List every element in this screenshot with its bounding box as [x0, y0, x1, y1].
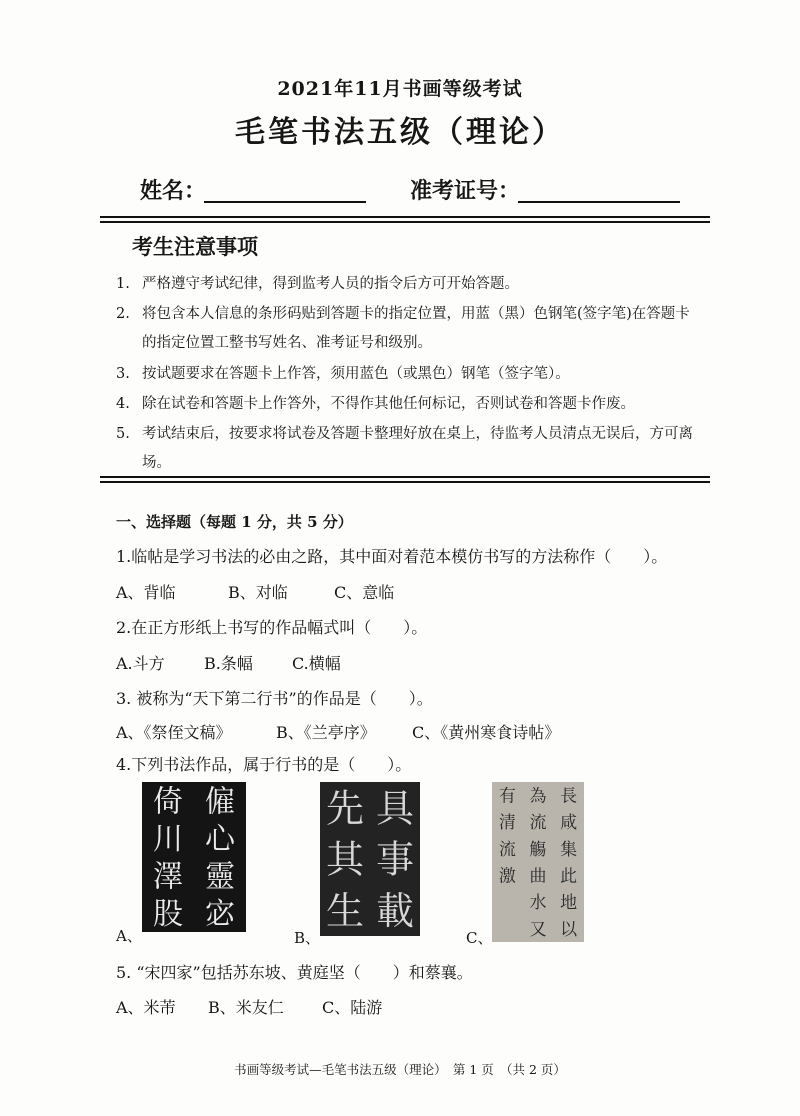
rubbing-character: 以 — [560, 919, 578, 940]
option: B、《兰亭序》 — [276, 723, 376, 742]
rubbing-character: 又 — [529, 919, 547, 940]
option: B、对临 — [228, 583, 288, 602]
rubbing-character: 為 — [529, 786, 547, 807]
option: C、《黄州寒食诗帖》 — [412, 723, 561, 742]
subject-title: 毛笔书法五级（理论） — [235, 115, 565, 150]
rubbing-character: 其 — [325, 837, 365, 882]
option: B.条幅 — [204, 654, 253, 673]
exam-title: 2021年11月书画等级考试 — [277, 78, 523, 100]
rubbing-character: 咸 — [560, 813, 578, 834]
rubbing-character: 有 — [498, 786, 516, 807]
notice-item-number: 2. — [116, 306, 130, 322]
question-stem: 1.临帖是学习书法的必由之路，其中面对着范本模仿书写的方法称作（ ）。 — [116, 547, 668, 566]
option-label: A、 — [116, 927, 142, 945]
seal-script-rubbing-image — [142, 782, 246, 932]
section-title: 一、选择题（每题 1 分，共 5 分） — [116, 513, 353, 531]
name-label: 姓名： — [140, 178, 207, 204]
option: A、米芾 — [116, 998, 176, 1017]
rubbing-character: 流 — [498, 839, 516, 860]
page-footer: 书画等级考试—毛笔书法五级（理论） 第 1 页 （共 2 页） — [234, 1062, 566, 1077]
rubbing-character: 宓 — [205, 897, 235, 932]
rubbing-character: 長 — [560, 786, 578, 807]
rubbing-character: 集 — [560, 839, 578, 860]
rubbing-character: 事 — [375, 837, 415, 882]
id-blank[interactable] — [518, 201, 680, 203]
rubbing-character: 地 — [560, 893, 578, 914]
notice-item-text: 除在试卷和答题卡上作答外，不得作其他任何标记，否则试卷和答题卡作废。 — [142, 396, 635, 412]
notice-item-number: 4. — [116, 396, 130, 412]
rubbing-character: 心 — [205, 822, 235, 858]
running-script-rubbing-image — [492, 782, 584, 942]
option: C、陆游 — [322, 998, 383, 1017]
option-label: C、 — [466, 929, 493, 947]
option-label: B、 — [294, 929, 321, 947]
rubbing-character: 靈 — [205, 859, 235, 895]
rubbing-character: 僱 — [205, 784, 235, 820]
option: A.斗方 — [116, 654, 165, 673]
rubbing-character: 清 — [498, 813, 516, 834]
notice-item-text: 严格遵守考试纪律，得到监考人员的指令后方可开始答题。 — [142, 276, 519, 292]
candidate-info-row — [140, 174, 700, 208]
rubbing-character: 曲 — [529, 866, 547, 887]
rubbing-character: 激 — [498, 866, 516, 887]
rubbing-character: 先 — [325, 786, 365, 831]
notice-item-text: 按试题要求在答题卡上作答，须用蓝色（或黑色）钢笔（签字笔）。 — [142, 366, 570, 382]
notice-item-number: 5. — [116, 426, 130, 442]
rubbing-character: 流 — [529, 813, 547, 834]
rubbing-character: 觴 — [529, 839, 547, 860]
question-stem: 2.在正方形纸上书写的作品幅式叫（ ）。 — [116, 618, 428, 637]
rubbing-character: 股 — [153, 897, 183, 932]
notice-item-text: 将包含本人信息的条形码贴到答题卡的指定位置，用蓝（黑）色钢笔(签字笔)在答题卡的指定位置工整书写姓名、准考证号和级别。 — [142, 306, 690, 351]
rubbing-character: 川 — [153, 822, 183, 858]
rubbing-character: 水 — [529, 893, 547, 914]
divider-top-2 — [100, 221, 710, 223]
divider-top-1 — [100, 216, 710, 218]
rubbing-character: 澤 — [153, 859, 183, 895]
option: A、背临 — [116, 583, 176, 602]
rubbing-character: 載 — [375, 889, 415, 934]
divider-bottom-1 — [100, 476, 710, 478]
notice-item-text: 考试结束后，按要求将试卷及答题卡整理好放在桌上，待监考人员清点无误后，方可离场。 — [142, 426, 693, 471]
rubbing-character: 生 — [325, 889, 365, 934]
notice-item-number: 1. — [116, 276, 130, 292]
id-label: 准考证号： — [410, 178, 521, 204]
name-blank[interactable] — [204, 201, 366, 203]
divider-bottom-2 — [100, 481, 710, 483]
rubbing-character: 具 — [375, 786, 415, 831]
rubbing-character: 倚 — [153, 784, 183, 820]
rubbing-character: 此 — [560, 866, 578, 887]
question-stem: 3. 被称为“天下第二行书”的作品是（ ）。 — [116, 689, 433, 708]
notice-title: 考生注意事项 — [132, 234, 258, 259]
clerical-script-rubbing-image — [320, 782, 420, 936]
option: A、《祭侄文稿》 — [116, 723, 232, 742]
option: C、意临 — [334, 583, 395, 602]
notice-item-number: 3. — [116, 366, 130, 382]
question-stem: 5. “宋四家”包括苏东坡、黄庭坚（ ）和蔡襄。 — [116, 963, 473, 982]
option: B、米友仁 — [208, 998, 284, 1017]
question-stem: 4.下列书法作品，属于行书的是（ ）。 — [116, 755, 412, 774]
option: C.横幅 — [292, 654, 341, 673]
